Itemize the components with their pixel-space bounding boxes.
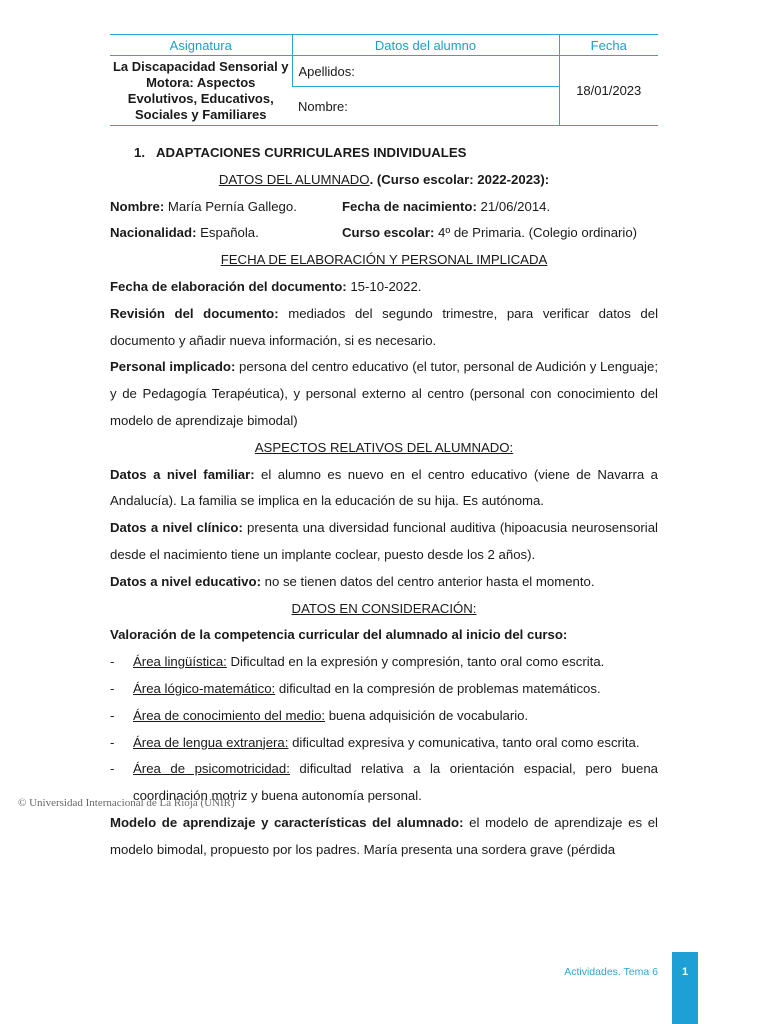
header-col-date: Fecha (559, 35, 658, 56)
document-body (110, 140, 658, 864)
learning-model: Modelo de aprendizaje y características del alumnado: el modelo de aprendizaje es el modelo bimodal, propuesto por los padres. María presenta una sordera grave (pérdida (110, 814, 658, 857)
elaboration-date: Fecha de elaboración del documento: 15-10-2022. (110, 278, 422, 294)
list-item: - Área de psicomotricidad: dificultad relativa a la orientación espacial, pero buena coordinación motriz y buena autonomía personal. (110, 761, 658, 804)
list-item: - Área lógico-matemático: dificultad en la compresión de problemas matemáticos. (110, 680, 601, 696)
staff-involved: Personal implicado: persona del centro educativo (el tutor, personal de Audición y Lenguaje; y de Pedagogía Terapéutica), y personal externo al centro (personal con conocimiento del modelo de aprendizaje bimodal) (110, 359, 658, 428)
list-item: - Área de lengua extranjera: dificultad expresiva y comunicativa, tanto oral como escrita. (110, 734, 640, 750)
student-name-row: Nombre: María Pernía Gallego. Fecha de nacimiento: 21/06/2014. (110, 198, 551, 214)
consideration-heading: DATOS EN CONSIDERACIÓN: (291, 600, 477, 616)
header-col-student: Datos del alumno (292, 35, 559, 56)
name-field: Nombre: (292, 87, 559, 126)
area-list (110, 649, 658, 810)
elaboration-heading: FECHA DE ELABORACIÓN Y PERSONAL IMPLICADA (220, 252, 548, 268)
section-heading: 1. ADAPTACIONES CURRICULARES INDIVIDUALES (134, 145, 467, 160)
assessment-title: Valoración de la competencia curricular del alumnado al inicio del curso: (110, 627, 568, 643)
document-date: 18/01/2023 (559, 56, 658, 126)
subject-name: La Discapacidad Sensorial y Motora: Aspectos Evolutivos, Educativos, Sociales y Familiares (110, 56, 292, 126)
footer-label: Actividades. Tema 6 (564, 966, 658, 978)
page-number: 1 (672, 952, 698, 1024)
header-table (110, 34, 658, 126)
student-nationality-row: Nacionalidad: Española. Curso escolar: 4º de Primaria. (Colegio ordinario) (110, 225, 638, 241)
copyright-watermark: © Universidad Internacional de La Rioja (UNIR) (18, 797, 235, 809)
header-col-subject: Asignatura (110, 35, 292, 56)
list-item: - Área lingüística: Dificultad en la expresión y compresión, tanto oral como escrita. (110, 654, 605, 670)
surname-field: Apellidos: (292, 56, 559, 87)
student-data-heading: DATOS DEL ALUMNADO. (Curso escolar: 2022-2023): (218, 171, 550, 187)
aspects-heading: ASPECTOS RELATIVOS DEL ALUMNADO: (254, 439, 514, 455)
list-item: - Área de conocimiento del medio: buena adquisición de vocabulario. (110, 707, 529, 723)
clinical-data: Datos a nivel clínico: presenta una diversidad funcional auditiva (hipoacusia neurosensorial desde el nacimiento tiene un implante coclear, puesto desde los 2 años). (110, 520, 658, 562)
document-review: Revisión del documento: mediados del segundo trimestre, para verificar datos del documento y añadir nueva información, si es necesario. (110, 305, 658, 348)
family-data: Datos a nivel familiar: el alumno es nuevo en el centro educativo (viene de Navarra a Andalucía). La familia se implica en la educación de su hija. Es autónoma. (110, 466, 659, 509)
educational-data: Datos a nivel educativo: no se tienen datos del centro anterior hasta el momento. (110, 573, 595, 589)
